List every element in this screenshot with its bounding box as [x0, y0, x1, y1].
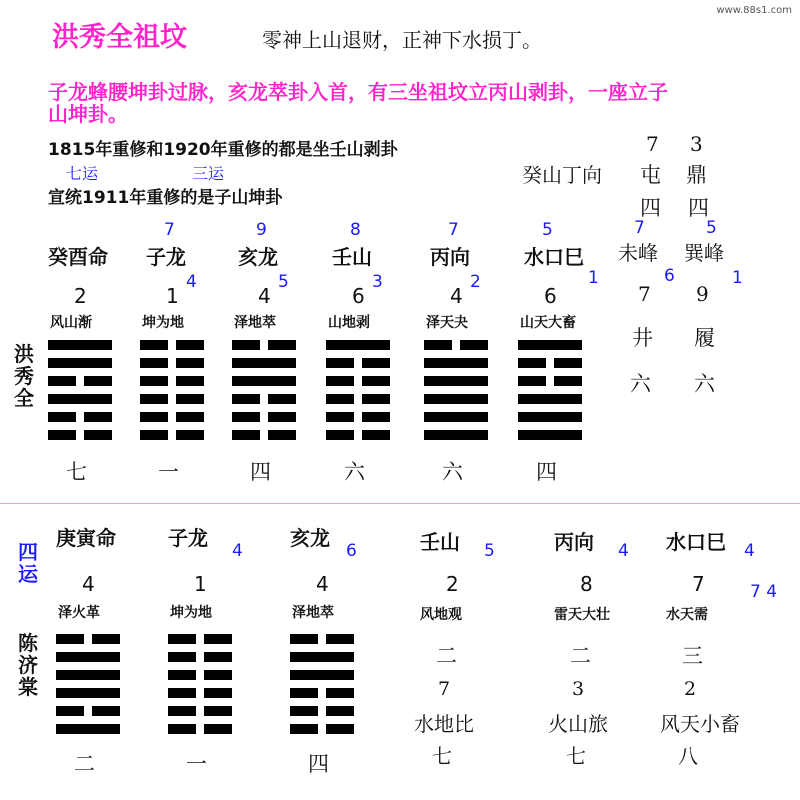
site-url: www.88s1.com — [716, 5, 792, 16]
subtitle: 零神上山退财，正神下水损丁。 — [262, 28, 542, 52]
right-col2-period-2: 六 — [694, 372, 715, 396]
section-divider — [0, 503, 800, 504]
top-blue-number: 9 — [256, 220, 267, 240]
yin-line — [168, 706, 232, 716]
yin-line — [140, 394, 204, 404]
bottom-period: 一 — [186, 752, 207, 776]
yin-line — [326, 394, 390, 404]
yin-line — [326, 430, 390, 440]
yin-line — [290, 724, 354, 734]
right-col2-blue-side: 1 — [732, 268, 743, 288]
right-col1-hex-name-2: 井 — [632, 326, 653, 350]
side-label-hong-xiuquan: 洪 秀 全 — [14, 342, 34, 410]
yin-line — [48, 412, 112, 422]
bottom-period: 四 — [308, 752, 329, 776]
right-col1-top-num: 7 — [646, 132, 659, 156]
hexagram-name: 雷天大壮 — [554, 607, 610, 623]
period-number: 2 — [74, 284, 87, 308]
column-label: 庚寅命 — [56, 526, 116, 550]
secondary-hexagram-name: 火山旅 — [548, 712, 608, 736]
side-blue-number: 5 — [484, 541, 495, 561]
yin-line — [424, 340, 488, 350]
period-mark: 二 — [436, 644, 457, 668]
hexagram-symbol — [48, 340, 112, 448]
yang-line — [232, 358, 296, 368]
right-col2-label: 巽峰 — [684, 241, 724, 265]
yin-line — [140, 358, 204, 368]
yin-line — [518, 358, 582, 368]
yin-line — [518, 376, 582, 386]
secondary-number: 2 — [684, 678, 697, 700]
secondary-number: 3 — [572, 678, 585, 700]
yang-line — [56, 670, 120, 680]
hexagram-name: 坤为地 — [170, 605, 212, 621]
column-label: 亥龙 — [238, 245, 278, 269]
column-label: 壬山 — [332, 245, 372, 269]
column-label: 水口巳 — [524, 245, 584, 269]
hexagram-name: 风山渐 — [50, 315, 92, 331]
yin-line — [290, 706, 354, 716]
column-label: 水口巳 — [666, 530, 726, 554]
yang-line — [232, 376, 296, 386]
period-number: 6 — [352, 284, 365, 308]
yang-line — [518, 430, 582, 440]
era-label-three: 三运 — [192, 164, 225, 183]
bottom-period: 二 — [74, 752, 95, 776]
yin-line — [232, 412, 296, 422]
period-number: 1 — [166, 284, 179, 308]
hexagram-name: 泽地萃 — [234, 315, 276, 331]
bottom-period: 四 — [536, 460, 557, 484]
period-number: 8 — [580, 572, 593, 596]
column-label: 子龙 — [146, 245, 186, 269]
direction-label: 癸山丁向 — [522, 163, 602, 187]
yin-line — [168, 688, 232, 698]
right-col1-blue-side: 6 — [664, 266, 675, 286]
yin-line — [326, 358, 390, 368]
right-col1-hex-name: 屯 — [640, 163, 661, 187]
column-label: 壬山 — [420, 530, 460, 554]
period-number: 4 — [82, 572, 95, 596]
hexagram-symbol — [232, 340, 296, 448]
extra-blue-numbers: 7 4 — [750, 582, 778, 602]
top-blue-number: 7 — [164, 220, 175, 240]
hexagram-name: 水天需 — [666, 607, 708, 623]
top-blue-number: 7 — [448, 220, 459, 240]
secondary-hexagram-name: 水地比 — [414, 712, 474, 736]
column-label: 丙向 — [554, 530, 594, 554]
yin-line — [232, 430, 296, 440]
hexagram-name: 坤为地 — [142, 315, 184, 331]
yang-line — [48, 394, 112, 404]
hexagram-name: 泽地萃 — [292, 605, 334, 621]
right-col2-num: 9 — [696, 282, 709, 306]
yang-line — [424, 376, 488, 386]
right-col1-period: 四 — [640, 196, 661, 220]
hexagram-name: 风地观 — [420, 607, 462, 623]
yin-line — [168, 724, 232, 734]
era-label-seven: 七运 — [66, 164, 99, 183]
era-label-four: 四 运 — [18, 540, 38, 586]
yin-line — [290, 688, 354, 698]
yang-line — [326, 340, 390, 350]
period-number: 2 — [446, 572, 459, 596]
hexagram-name: 泽火革 — [58, 605, 100, 621]
right-col1-label: 未峰 — [618, 241, 658, 265]
right-col1-period-2: 六 — [630, 372, 651, 396]
yin-line — [168, 652, 232, 662]
note-2: 宣统1911年重修的是子山坤卦 — [48, 188, 283, 208]
top-blue-number: 8 — [350, 220, 361, 240]
period-number: 6 — [544, 284, 557, 308]
yang-line — [518, 412, 582, 422]
period-number: 7 — [692, 572, 705, 596]
right-col2-top-num: 3 — [690, 132, 703, 156]
period-number: 4 — [258, 284, 271, 308]
side-blue-number: 4 — [618, 541, 629, 561]
side-blue-number: 5 — [278, 272, 289, 292]
period-number: 1 — [194, 572, 207, 596]
yin-line — [140, 430, 204, 440]
intro-line-1: 子龙蜂腰坤卦过脉，亥龙萃卦入首，有三坐祖坟立丙山剥卦，一座立子 — [48, 80, 668, 104]
yin-line — [140, 412, 204, 422]
secondary-period: 七 — [566, 744, 586, 768]
column-label: 亥龙 — [290, 526, 330, 550]
yin-line — [232, 394, 296, 404]
hexagram-symbol — [424, 340, 488, 448]
side-blue-number: 3 — [372, 272, 383, 292]
yang-line — [518, 394, 582, 404]
right-col1-num: 7 — [638, 282, 651, 306]
right-col1-blue-top: 7 — [634, 218, 645, 238]
right-col2-hex-name: 鼎 — [686, 163, 707, 187]
bottom-period: 一 — [158, 460, 179, 484]
yang-line — [290, 652, 354, 662]
yin-line — [56, 706, 120, 716]
secondary-period: 七 — [432, 744, 452, 768]
yang-line — [424, 430, 488, 440]
note-1: 1815年重修和1920年重修的都是坐壬山剥卦 — [48, 140, 398, 160]
right-col2-blue-top: 5 — [706, 218, 717, 238]
secondary-period: 八 — [678, 744, 698, 768]
right-col2-period: 四 — [688, 196, 709, 220]
top-blue-number: 5 — [542, 220, 553, 240]
hexagram-symbol — [168, 634, 232, 742]
yin-line — [326, 412, 390, 422]
period-mark: 三 — [682, 644, 703, 668]
bottom-period: 六 — [442, 460, 463, 484]
right-col2-hex-name-2: 履 — [694, 326, 715, 350]
yang-line — [424, 358, 488, 368]
secondary-number: 7 — [438, 678, 451, 700]
column-label: 子龙 — [168, 526, 208, 550]
intro-line-2: 山坤卦。 — [48, 102, 128, 126]
yang-line — [424, 394, 488, 404]
hexagram-name: 泽天夬 — [426, 315, 468, 331]
period-mark: 二 — [570, 644, 591, 668]
yang-line — [48, 340, 112, 350]
hexagram-symbol — [56, 634, 120, 742]
period-number: 4 — [316, 572, 329, 596]
yin-line — [140, 376, 204, 386]
side-blue-number: 1 — [588, 268, 599, 288]
yang-line — [56, 652, 120, 662]
yin-line — [140, 340, 204, 350]
yin-line — [232, 340, 296, 350]
bottom-period: 六 — [344, 460, 365, 484]
hexagram-name: 山天大畜 — [520, 315, 576, 331]
hexagram-symbol — [290, 634, 354, 742]
yang-line — [56, 688, 120, 698]
yin-line — [48, 430, 112, 440]
hexagram-symbol — [518, 340, 582, 448]
yang-line — [424, 412, 488, 422]
column-label: 癸酉命 — [48, 245, 108, 269]
yin-line — [56, 634, 120, 644]
side-blue-number: 4 — [232, 541, 243, 561]
period-number: 4 — [450, 284, 463, 308]
yang-line — [290, 670, 354, 680]
side-blue-number: 6 — [346, 541, 357, 561]
bottom-period: 七 — [66, 460, 87, 484]
bottom-period: 四 — [250, 460, 271, 484]
yang-line — [56, 724, 120, 734]
side-blue-number: 4 — [186, 272, 197, 292]
yin-line — [48, 376, 112, 386]
side-blue-number: 4 — [744, 541, 755, 561]
yin-line — [168, 634, 232, 644]
hexagram-symbol — [326, 340, 390, 448]
yin-line — [168, 670, 232, 680]
page-title: 洪秀全祖坟 — [52, 22, 187, 53]
yin-line — [290, 634, 354, 644]
yin-line — [326, 376, 390, 386]
hexagram-symbol — [140, 340, 204, 448]
yang-line — [518, 340, 582, 350]
secondary-hexagram-name: 风天小畜 — [660, 712, 740, 736]
hexagram-name: 山地剥 — [328, 315, 370, 331]
side-blue-number: 2 — [470, 272, 481, 292]
yang-line — [48, 358, 112, 368]
column-label: 丙向 — [430, 245, 470, 269]
side-label-chen-jitang: 陈 济 棠 — [18, 631, 38, 699]
